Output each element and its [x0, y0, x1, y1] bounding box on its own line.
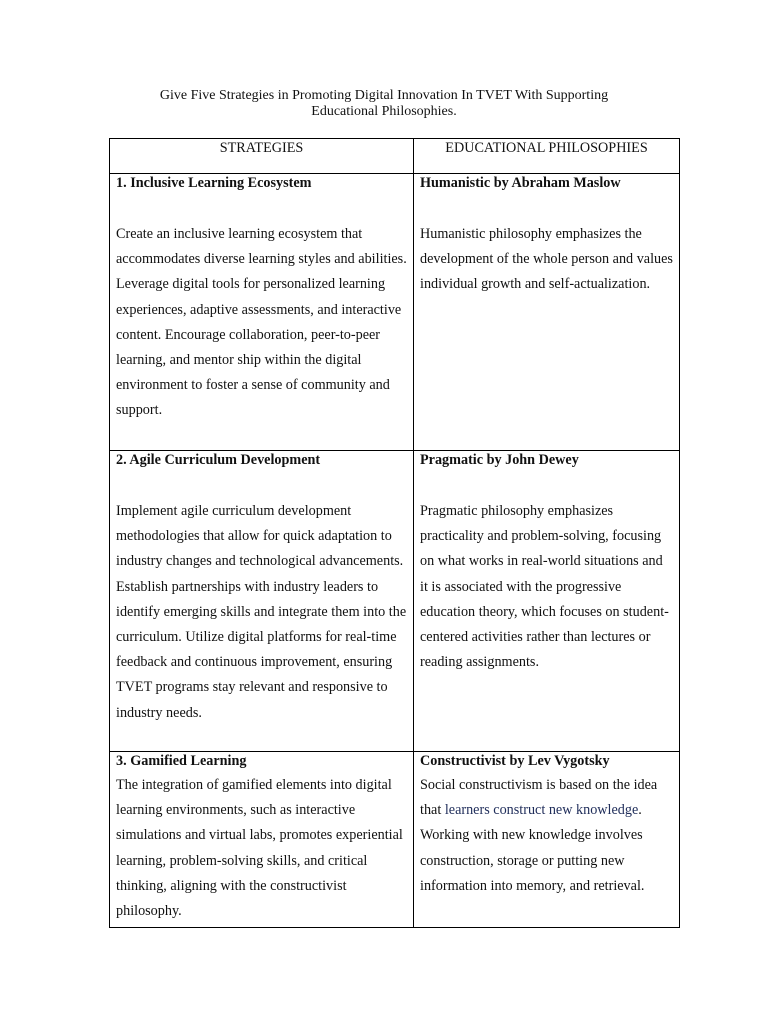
- learners-construct-knowledge-link[interactable]: learners construct new knowledge: [444, 802, 639, 819]
- table-row: [110, 174, 680, 451]
- philosophy-text: Pragmatic philosophy emphasizes practicality and problem-solving, focusing on what works in real-world situations and it is associated with the progressive education theory, which focuses on student-centered activities rather than lectures or reading assignments.: [420, 503, 669, 671]
- strategy-heading: 2. Agile Curriculum Development: [116, 452, 321, 468]
- strategy-heading: 1. Inclusive Learning Ecosystem: [116, 175, 312, 191]
- strategy-text: Implement agile curriculum development methodologies that allow for quick adaptation to industry changes and technological advancements. Establish partnerships with industry leaders to identify emerging skills and integrate them into the curriculum. Utilize digital platforms for real-time feedback and continuous improvement, ensuring TVET programs stay relevant and responsive to industry needs.: [116, 503, 407, 721]
- philosophy-text: [420, 769, 673, 899]
- strategy-text: The integration of gamified elements into digital learning environments, such as interactive simulations and virtual labs, promotes experiential learning, problem-solving skills, and critical thinking, aligning with the constructivist philosophy.: [116, 777, 403, 920]
- document-title-line-1: Give Five Strategies in Promoting Digital Innovation In TVET With Supporting: [159, 88, 609, 103]
- philosophy-cell: [414, 451, 680, 752]
- philosophy-heading: Humanistic by Abraham Maslow: [420, 175, 621, 191]
- document-title-line-2: Educational Philosophies.: [311, 104, 457, 119]
- strategy-cell: [110, 174, 414, 451]
- document-title: [100, 88, 668, 120]
- strategy-text: Create an inclusive learning ecosystem that accommodates diverse learning styles and abilities. Leverage digital tools for personalized learning experiences, adaptive assessments, and interactive content. Encourage collaboration, peer-to-peer learning, and mentor ship within the digital environment to foster a sense of community and support.: [116, 226, 407, 419]
- strategy-cell: [110, 752, 414, 928]
- strategy-heading: 3. Gamified Learning: [116, 753, 247, 769]
- philosophy-heading: Constructivist by Lev Vygotsky: [420, 753, 610, 769]
- strategy-cell: [110, 451, 414, 752]
- table-row: [110, 451, 680, 752]
- philosophy-text-after: . Working with new knowledge involves construction, storage or putting new information into memory, and retrieval.: [420, 802, 645, 894]
- header-strategies: STRATEGIES: [110, 139, 414, 174]
- philosophy-text-before: Social constructivism is based on the idea that: [420, 777, 658, 819]
- philosophy-text: Humanistic philosophy emphasizes the development of the whole person and values individual growth and self-actualization.: [420, 226, 673, 293]
- philosophy-cell: [414, 174, 680, 451]
- philosophy-cell: [414, 752, 680, 928]
- header-educational-philosophies: EDUCATIONAL PHILOSOPHIES: [414, 139, 680, 174]
- philosophy-heading: Pragmatic by John Dewey: [420, 452, 579, 468]
- table-row: [110, 752, 680, 928]
- strategies-table: [109, 138, 680, 928]
- table-header-row: [110, 139, 680, 174]
